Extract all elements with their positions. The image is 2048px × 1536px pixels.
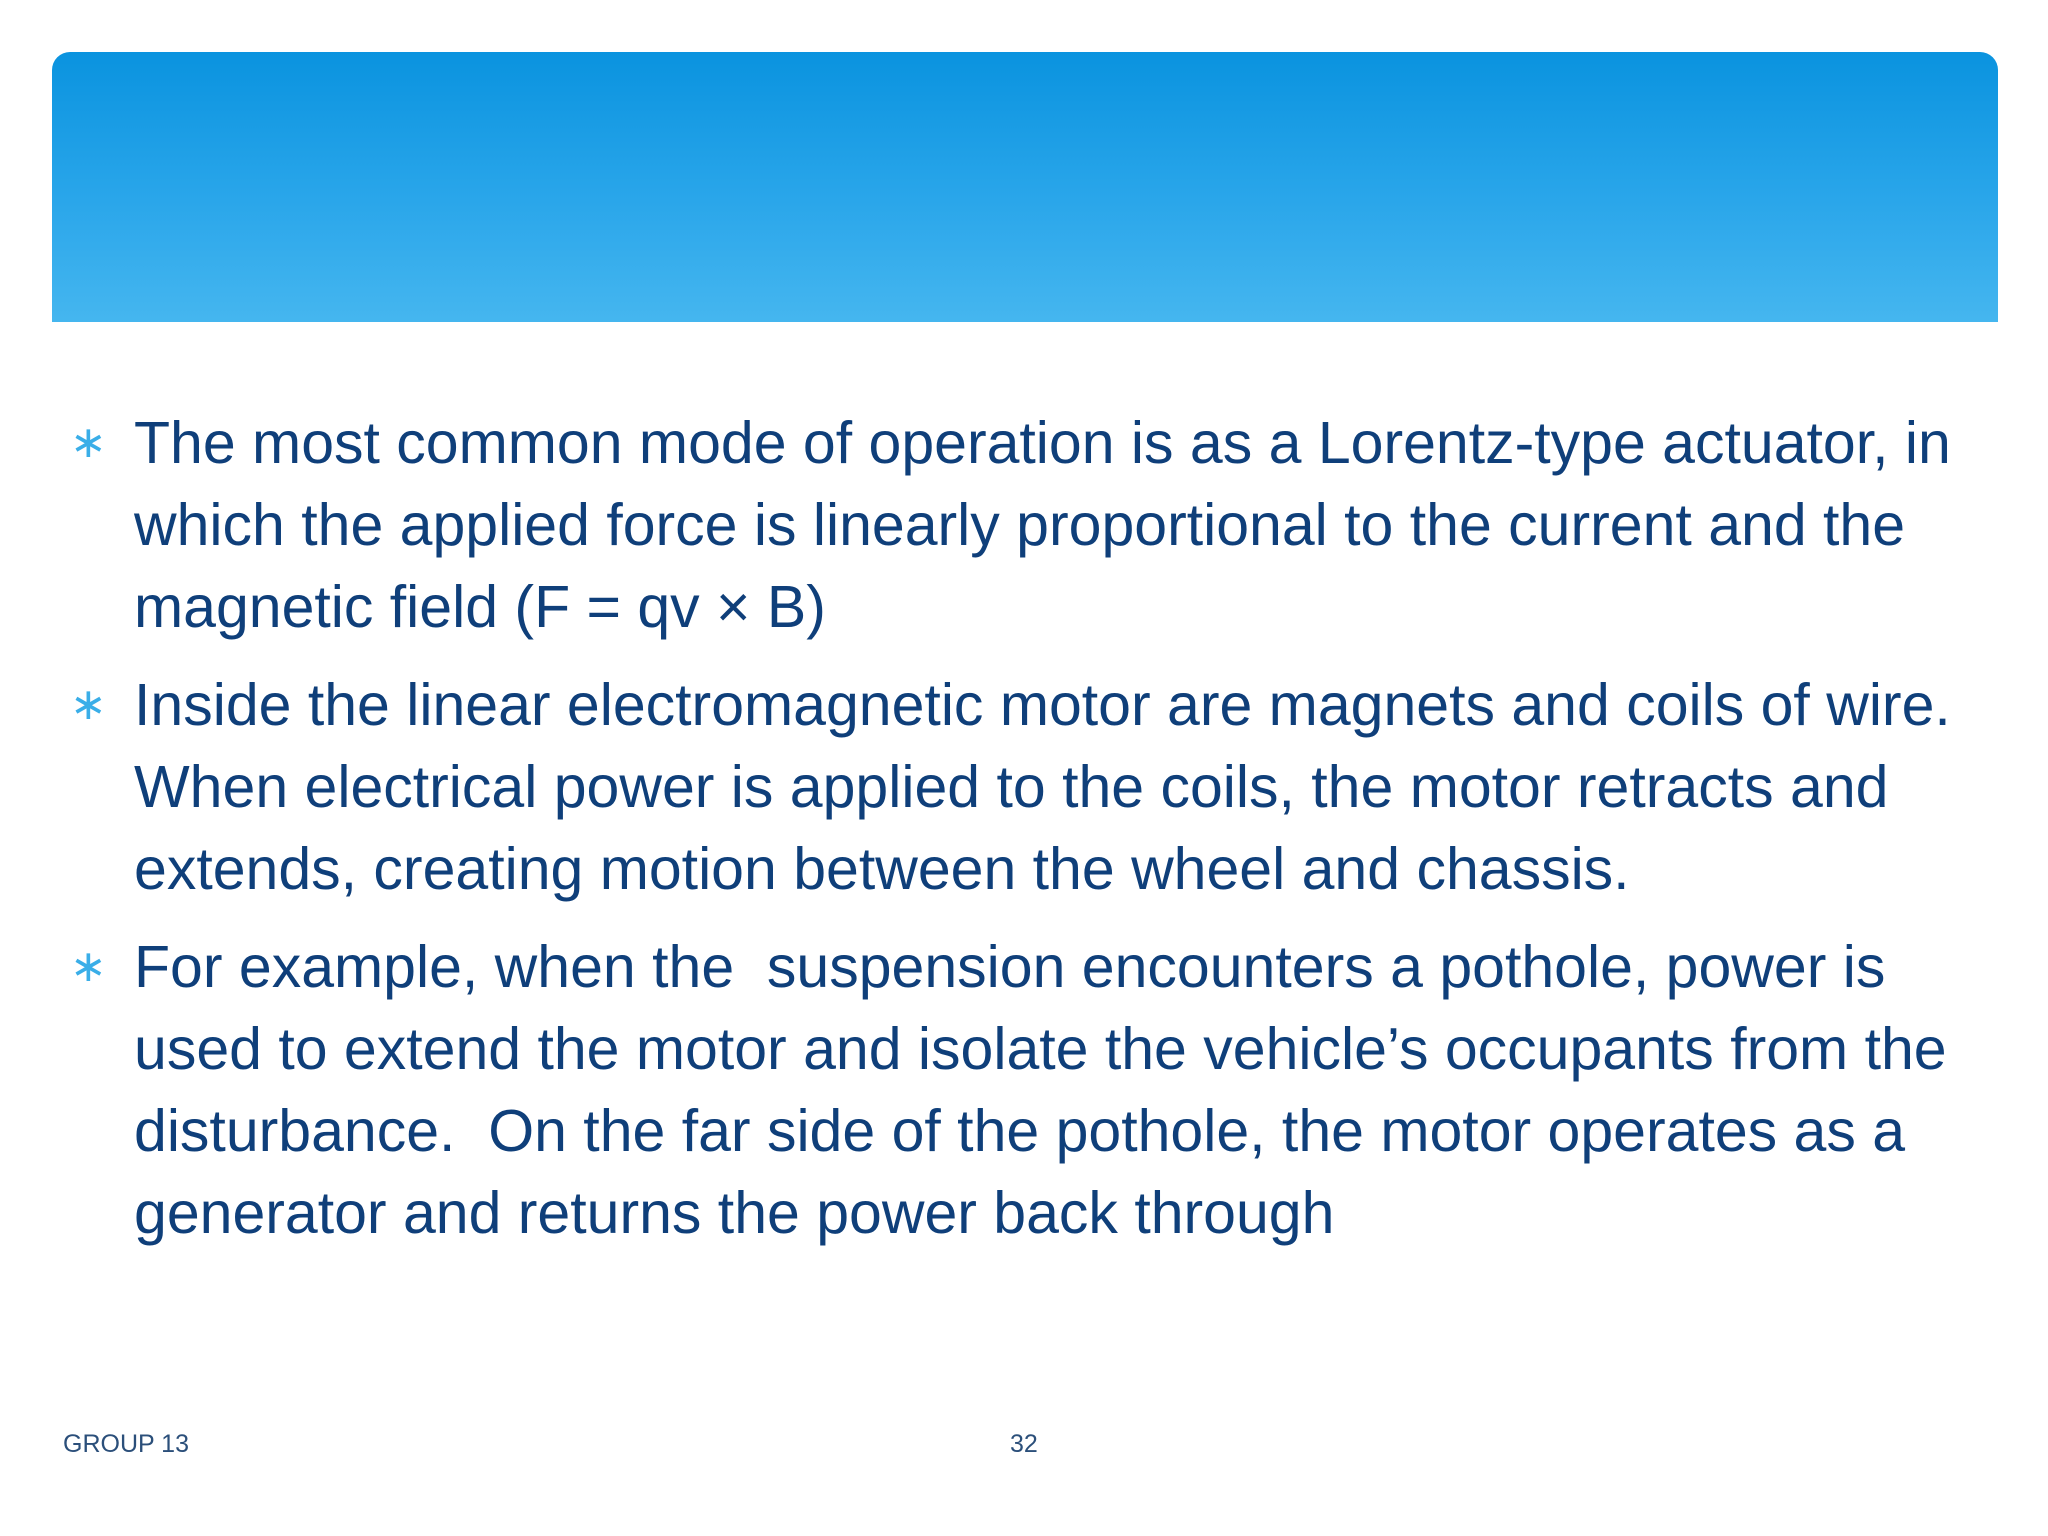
bullet-item [70,926,1990,1254]
bullet-text: The most common mode of operation is as a Lorentz-type actuator, in which the applied force is linearly proportional to the current and the magnetic field (F = qv × B) [134,410,1968,640]
page-number: 32 [1010,1430,1038,1458]
bullet-text: Inside the linear electromagnetic motor are magnets and coils of wire. When electrical power is applied to the coils, the motor retracts and extends, creating motion between the wheel and chassis. [134,672,1968,902]
asterisk-bullet-icon: ∗ [70,417,107,468]
footer-group-label: GROUP 13 [63,1430,189,1458]
bullet-list [70,402,1990,1270]
bullet-item [70,664,1990,910]
title-header-band [52,52,1998,322]
asterisk-bullet-icon: ∗ [70,941,107,992]
bullet-item [70,402,1990,648]
bullet-text: For example, when the suspension encounters a pothole, power is used to extend the motor and isolate the vehicle’s occupants from the disturbance. On the far side of the pothole, the motor operates as a generator and returns the power back through [134,934,1964,1246]
asterisk-bullet-icon: ∗ [70,679,107,730]
